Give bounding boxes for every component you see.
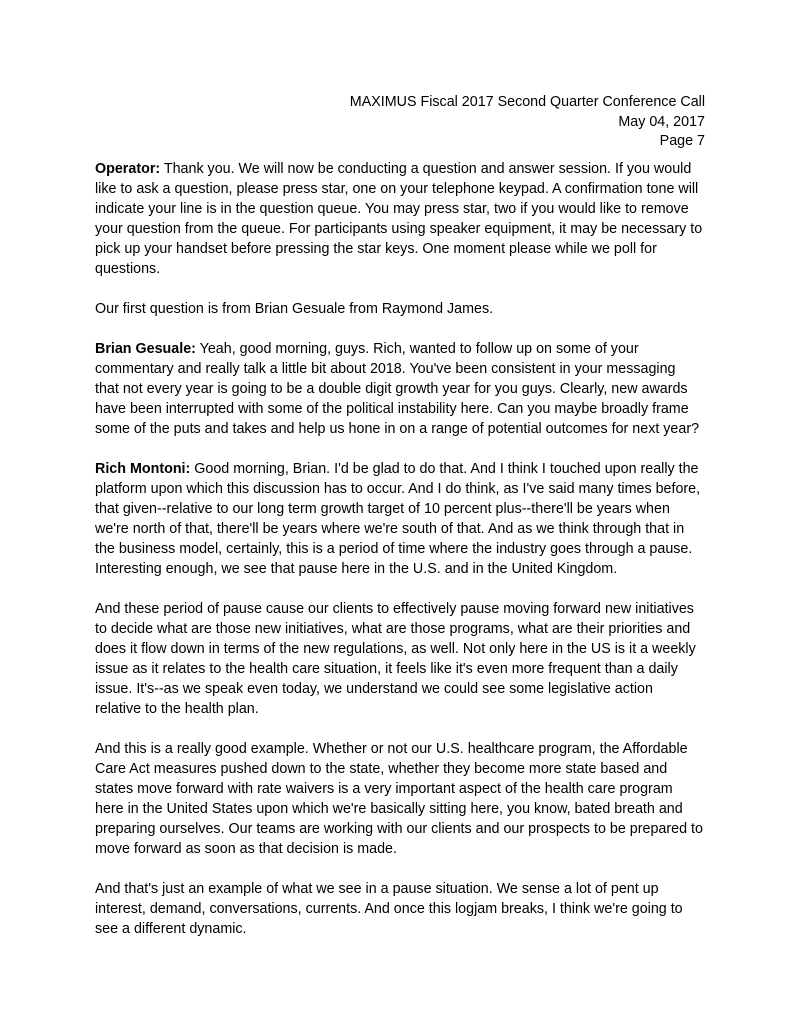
paragraph-line: move forward as soon as that decision is made. — [95, 841, 397, 857]
paragraph-line: indicate your line is in the question queue. You may press star, two if you would like to remove — [95, 201, 689, 217]
speaker-name: Operator: — [95, 161, 161, 177]
paragraph-line: commentary and really talk a little bit about 2018. You've been consistent in your messaging — [95, 361, 676, 377]
paragraph-line: that not every year is going to be a double digit growth year for you guys. Clearly, new awards — [95, 381, 688, 397]
transcript-paragraph — [95, 459, 710, 579]
paragraph-line: your question from the queue. For participants using speaker equipment, it may be necessary to — [95, 221, 703, 237]
paragraph-line: And these period of pause cause our clients to effectively pause moving forward new initiatives — [95, 601, 694, 617]
speaker-name: Brian Gesuale: — [95, 341, 196, 357]
paragraph-line: Our first question is from Brian Gesuale from Raymond James. — [95, 301, 494, 317]
paragraph-line: have been interrupted with some of the political instability here. Can you maybe broadly frame — [95, 401, 689, 417]
paragraph-line: we're north of that, there'll be years where we're south of that. And as we think through that in — [95, 521, 685, 537]
document-date: May 04, 2017 — [618, 113, 705, 130]
page-header — [145, 93, 705, 152]
transcript-paragraph — [95, 299, 710, 319]
page-number: Page 7 — [659, 133, 705, 149]
paragraph-line: Interesting enough, we see that pause here in the U.S. and in the United Kingdom. — [95, 561, 618, 577]
paragraph-line: that given--relative to our long term growth target of 10 percent plus--there'll be years when — [95, 501, 670, 517]
paragraph-line: relative to the health plan. — [95, 701, 259, 717]
paragraph-line: Brian Gesuale: Yeah, good morning, guys. Rich, wanted to follow up on some of your — [95, 341, 639, 357]
document-title: MAXIMUS Fiscal 2017 Second Quarter Conference Call — [349, 94, 705, 110]
transcript-body — [95, 159, 710, 959]
paragraph-line: some of the puts and takes and help us hone in on a range of potential outcomes for next year? — [95, 421, 700, 437]
paragraph-line: here in the United States upon which we're basically sitting here, you know, bated breath and — [95, 801, 683, 817]
transcript-paragraph — [95, 599, 710, 719]
transcript-paragraph — [95, 879, 710, 939]
paragraph-line: Operator: Thank you. We will now be conducting a question and answer session. If you would — [95, 161, 692, 177]
paragraph-line: interest, demand, conversations, currents. And once this logjam breaks, I think we're going to — [95, 901, 683, 917]
paragraph-line: the business model, certainly, this is a period of time where the industry goes through a pause. — [95, 541, 693, 557]
paragraph-line: see a different dynamic. — [95, 921, 247, 937]
paragraph-line: platform upon which this discussion has to occur. And I do think, as I've said many times before, — [95, 481, 701, 497]
paragraph-line: pick up your handset before pressing the star keys. One moment please while we poll for — [95, 241, 657, 257]
transcript-paragraph — [95, 159, 710, 279]
transcript-paragraph — [95, 339, 710, 439]
paragraph-line: issue as it relates to the health care situation, it feels like it's even more frequent than a daily — [95, 661, 678, 677]
paragraph-line: Rich Montoni: Good morning, Brian. I'd be glad to do that. And I think I touched upon really the — [95, 461, 699, 477]
transcript-paragraph — [95, 739, 710, 859]
paragraph-line: does it flow down in terms of the new regulations, as well. Not only here in the US is it a weekly — [95, 641, 696, 657]
paragraph-line: issue. It's--as we speak even today, we understand we could see some legislative action — [95, 681, 653, 697]
paragraph-line: Care Act measures pushed down to the state, whether they become more state based and — [95, 761, 668, 777]
paragraph-line: like to ask a question, please press star, one on your telephone keypad. A confirmation tone will — [95, 181, 699, 197]
paragraph-line: And this is a really good example. Whether or not our U.S. healthcare program, the Affordable — [95, 741, 688, 757]
paragraph-line: states move forward with rate waivers is a very important aspect of the health care program — [95, 781, 673, 797]
paragraph-line: to decide what are those new initiatives, what are those programs, what are their priorities and — [95, 621, 691, 637]
speaker-name: Rich Montoni: — [95, 461, 191, 477]
paragraph-line: questions. — [95, 261, 161, 277]
paragraph-line: And that's just an example of what we see in a pause situation. We sense a lot of pent up — [95, 881, 659, 897]
paragraph-line: preparing ourselves. Our teams are working with our clients and our prospects to be prepared to — [95, 821, 703, 837]
